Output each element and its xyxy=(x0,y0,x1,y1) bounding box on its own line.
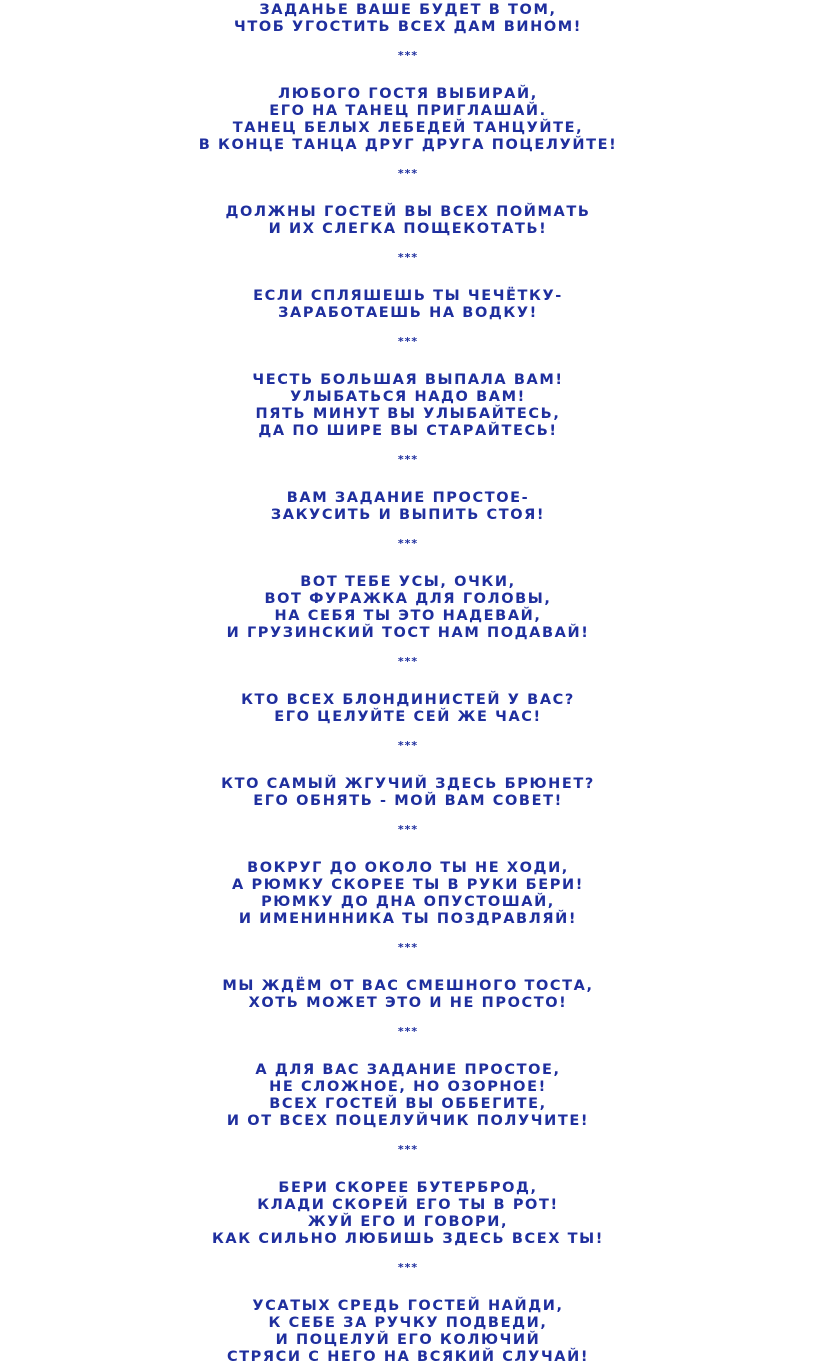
poem-line: СТРЯСИ С НЕГО НА ВСЯКИЙ СЛУЧАЙ! xyxy=(226,1349,590,1365)
poem-line: ДА ПО ШИРЕ ВЫ СТАРАЙТЕСЬ! xyxy=(258,423,558,439)
stanza xyxy=(0,1062,816,1130)
poem-line: ЧЕСТЬ БОЛЬШАЯ ВЫПАЛА ВАМ! xyxy=(252,372,564,388)
poem-line: КАК СИЛЬНО ЛЮБИШЬ ЗДЕСЬ ВСЕХ ТЫ! xyxy=(211,1231,605,1247)
stanza xyxy=(0,1298,816,1366)
poem-line: ЕГО НА ТАНЕЦ ПРИГЛАШАЙ. xyxy=(269,103,547,119)
poem-line: УСАТЫХ СРЕДЬ ГОСТЕЙ НАЙДИ, xyxy=(252,1298,564,1314)
stanza-separator: *** xyxy=(397,251,419,264)
stanza-separator: *** xyxy=(397,1261,419,1274)
stanza-separator: *** xyxy=(397,49,419,62)
stanza-separator: *** xyxy=(397,941,419,954)
poem-line: УЛЫБАТЬСЯ НАДО ВАМ! xyxy=(290,389,526,405)
stanza-separator: *** xyxy=(397,655,419,668)
stanza xyxy=(0,574,816,642)
poem-line: И ОТ ВСЕХ ПОЦЕЛУЙЧИК ПОЛУЧИТЕ! xyxy=(226,1113,590,1129)
poem-line: И ГРУЗИНСКИЙ ТОСТ НАМ ПОДАВАЙ! xyxy=(226,625,590,641)
poem-line: КТО САМЫЙ ЖГУЧИЙ ЗДЕСЬ БРЮНЕТ? xyxy=(221,776,595,792)
stanza-separator: *** xyxy=(397,453,419,466)
poem-line: БЕРИ СКОРЕЕ БУТЕРБРОД, xyxy=(278,1180,538,1196)
stanza-separator: *** xyxy=(397,537,419,550)
poem-line: МЫ ЖДЁМ ОТ ВАС СМЕШНОГО ТОСТА, xyxy=(222,978,594,994)
poem-line: ЛЮБОГО ГОСТЯ ВЫБИРАЙ, xyxy=(278,86,538,102)
poem-line: ЕГО ЦЕЛУЙТЕ СЕЙ ЖЕ ЧАС! xyxy=(274,709,542,725)
poem-line: ВОКРУГ ДО ОКОЛО ТЫ НЕ ХОДИ, xyxy=(247,860,569,876)
poem-line: ЧТОБ УГОСТИТЬ ВСЕХ ДАМ ВИНОМ! xyxy=(234,19,582,35)
poem-line: А ДЛЯ ВАС ЗАДАНИЕ ПРОСТОЕ, xyxy=(255,1062,561,1078)
poem-line: ЖУЙ ЕГО И ГОВОРИ, xyxy=(307,1214,509,1230)
poem-line: НЕ СЛОЖНОЕ, НО ОЗОРНОЕ! xyxy=(269,1079,547,1095)
poem-line: ХОТЬ МОЖЕТ ЭТО И НЕ ПРОСТО! xyxy=(248,995,568,1011)
poem-line: ВОТ ФУРАЖКА ДЛЯ ГОЛОВЫ, xyxy=(264,591,552,607)
poem-line: ЗАДАНЬЕ ВАШЕ БУДЕТ В ТОМ, xyxy=(259,2,557,18)
poem-line: ЗАРАБОТАЕШЬ НА ВОДКУ! xyxy=(278,305,538,321)
poem-line: НА СЕБЯ ТЫ ЭТО НАДЕВАЙ, xyxy=(274,608,542,624)
poem-line: ВСЕХ ГОСТЕЙ ВЫ ОББЕГИТЕ, xyxy=(269,1096,547,1112)
stanza xyxy=(0,2,816,36)
poem-line: ВОТ ТЕБЕ УСЫ, ОЧКИ, xyxy=(300,574,516,590)
poem-line: ПЯТЬ МИНУТ ВЫ УЛЫБАЙТЕСЬ, xyxy=(255,406,561,422)
stanza-separator: *** xyxy=(397,1025,419,1038)
stanza-separator: *** xyxy=(397,739,419,752)
poem-line: КТО ВСЕХ БЛОНДИНИСТЕЙ У ВАС? xyxy=(241,692,575,708)
stanza xyxy=(0,860,816,928)
poem-line: ЕСЛИ СПЛЯШЕШЬ ТЫ ЧЕЧЁТКУ- xyxy=(253,288,563,304)
poem-line: РЮМКУ ДО ДНА ОПУСТОШАЙ, xyxy=(261,894,555,910)
poem-line: ВАМ ЗАДАНИЕ ПРОСТОЕ- xyxy=(286,490,530,506)
stanza-separator: *** xyxy=(397,1143,419,1156)
stanza xyxy=(0,288,816,322)
poem-line: КЛАДИ СКОРЕЙ ЕГО ТЫ В РОТ! xyxy=(257,1197,559,1213)
poem-line: ЗАКУСИТЬ И ВЫПИТЬ СТОЯ! xyxy=(270,507,546,523)
stanza-separator: *** xyxy=(397,167,419,180)
poem-line: К СЕБЕ ЗА РУЧКУ ПОДВЕДИ, xyxy=(268,1315,548,1331)
stanza xyxy=(0,372,816,440)
stanza xyxy=(0,692,816,726)
poem-line: И ПОЦЕЛУЙ ЕГО КОЛЮЧИЙ xyxy=(275,1332,541,1348)
poem-line: И ИМЕНИННИКА ТЫ ПОЗДРАВЛЯЙ! xyxy=(238,911,578,927)
poem-line: А РЮМКУ СКОРЕЕ ТЫ В РУКИ БЕРИ! xyxy=(232,877,584,893)
stanza xyxy=(0,490,816,524)
poem-line: ТАНЕЦ БЕЛЫХ ЛЕБЕДЕЙ ТАНЦУЙТЕ, xyxy=(232,120,584,136)
stanza xyxy=(0,204,816,238)
stanza xyxy=(0,978,816,1012)
stanza xyxy=(0,776,816,810)
poem-line: И ИХ СЛЕГКА ПОЩЕКОТАТЬ! xyxy=(268,221,548,237)
stanza xyxy=(0,86,816,154)
poem-line: ЕГО ОБНЯТЬ - МОЙ ВАМ СОВЕТ! xyxy=(253,793,563,809)
stanza-separator: *** xyxy=(397,823,419,836)
stanza xyxy=(0,1180,816,1248)
poem-line: ДОЛЖНЫ ГОСТЕЙ ВЫ ВСЕХ ПОЙМАТЬ xyxy=(225,204,591,220)
poem-line: В КОНЦЕ ТАНЦА ДРУГ ДРУГА ПОЦЕЛУЙТЕ! xyxy=(198,137,618,153)
stanza-separator: *** xyxy=(397,335,419,348)
